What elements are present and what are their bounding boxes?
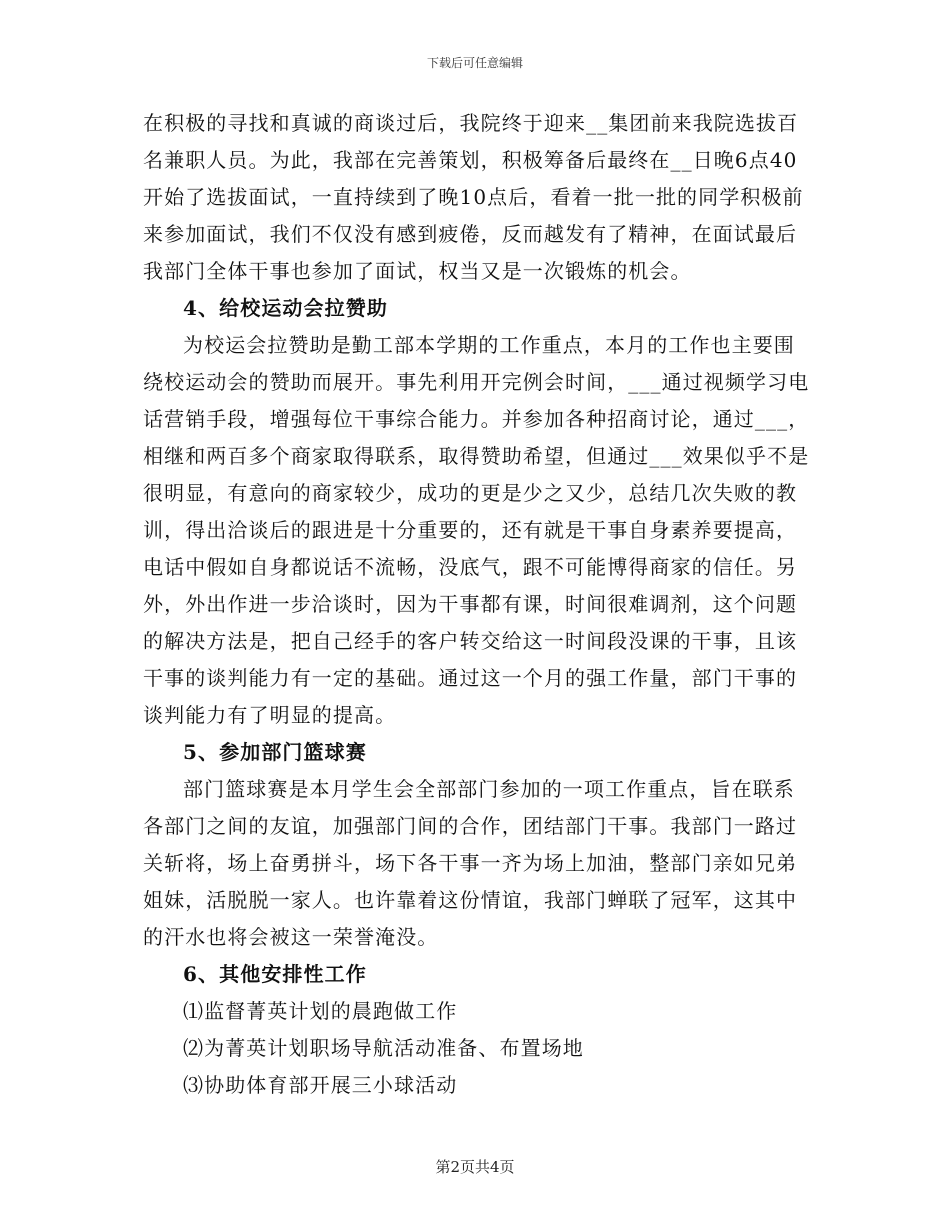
- paragraph-selection-interview: 在积极的寻找和真诚的商谈过后，我院终于迎来__集团前来我院选拔百名兼职人员。为此，我部在完善策划，积极筹备后最终在__日晚6点40开始了选拔面试，一直持续到了晚10点后，看着一批一批的同学积极前来参加面试，我们不仅没有感到疲倦，反而越发有了精神，在面试最后我部门全体干事也参加了面试，权当又是一次锻炼的机会。: [143, 111, 804, 283]
- page-header: 下载后可任意编辑: [426, 56, 523, 70]
- section-heading-other-work: 6、其他安排性工作: [183, 962, 367, 986]
- document-body: [143, 105, 813, 1104]
- section-heading-sponsorship: 4、给校运动会拉赞助: [183, 296, 388, 320]
- page-footer: 第2页共4页: [435, 1158, 515, 1176]
- section-heading-basketball: 5、参加部门篮球赛: [183, 740, 367, 764]
- paragraph-sponsorship: 为校运会拉赞助是勤工部本学期的工作重点，本月的工作也主要围绕校运动会的赞助而展开。事先利用开完例会时间，___通过视频学习电话营销手段，增强每位干事综合能力。并参加各种招商讨论，通过___，相继和两百多个商家取得联系，取得赞助希望，但通过___效果似乎不是很明显，有意向的商家较少，成功的更是少之又少，总结几次失败的教训，得出洽谈后的跟进是十分重要的，还有就是干事自身素养要提高，电话中假如自身都说话不流畅，没底气，跟不可能博得商家的信任。另外，外出作进一步洽谈时，因为干事都有课，时间很难调剂，这个问题的解决方法是，把自己经手的客户转交给这一时间段没课的干事，且该干事的谈判能力有一定的基础。通过这一个月的强工作量，部门干事的谈判能力有了明显的提高。: [143, 333, 810, 727]
- list-item: ⑵为菁英计划职场导航活动准备、布置场地: [183, 1036, 584, 1060]
- list-item: ⑶协助体育部开展三小球活动: [183, 1073, 458, 1097]
- list-item: ⑴监督菁英计划的晨跑做工作: [183, 999, 458, 1023]
- paragraph-basketball: 部门篮球赛是本月学生会全部部门参加的一项工作重点，旨在联系各部门之间的友谊，加强部门间的合作，团结部门干事。我部门一路过关斩将，场上奋勇拼斗，场下各干事一齐为场上加油，整部门亲如兄弟姐妹，活脱脱一家人。也许靠着这份情谊，我部门蝉联了冠军，这其中的汗水也将会被这一荣誉淹没。: [143, 777, 798, 949]
